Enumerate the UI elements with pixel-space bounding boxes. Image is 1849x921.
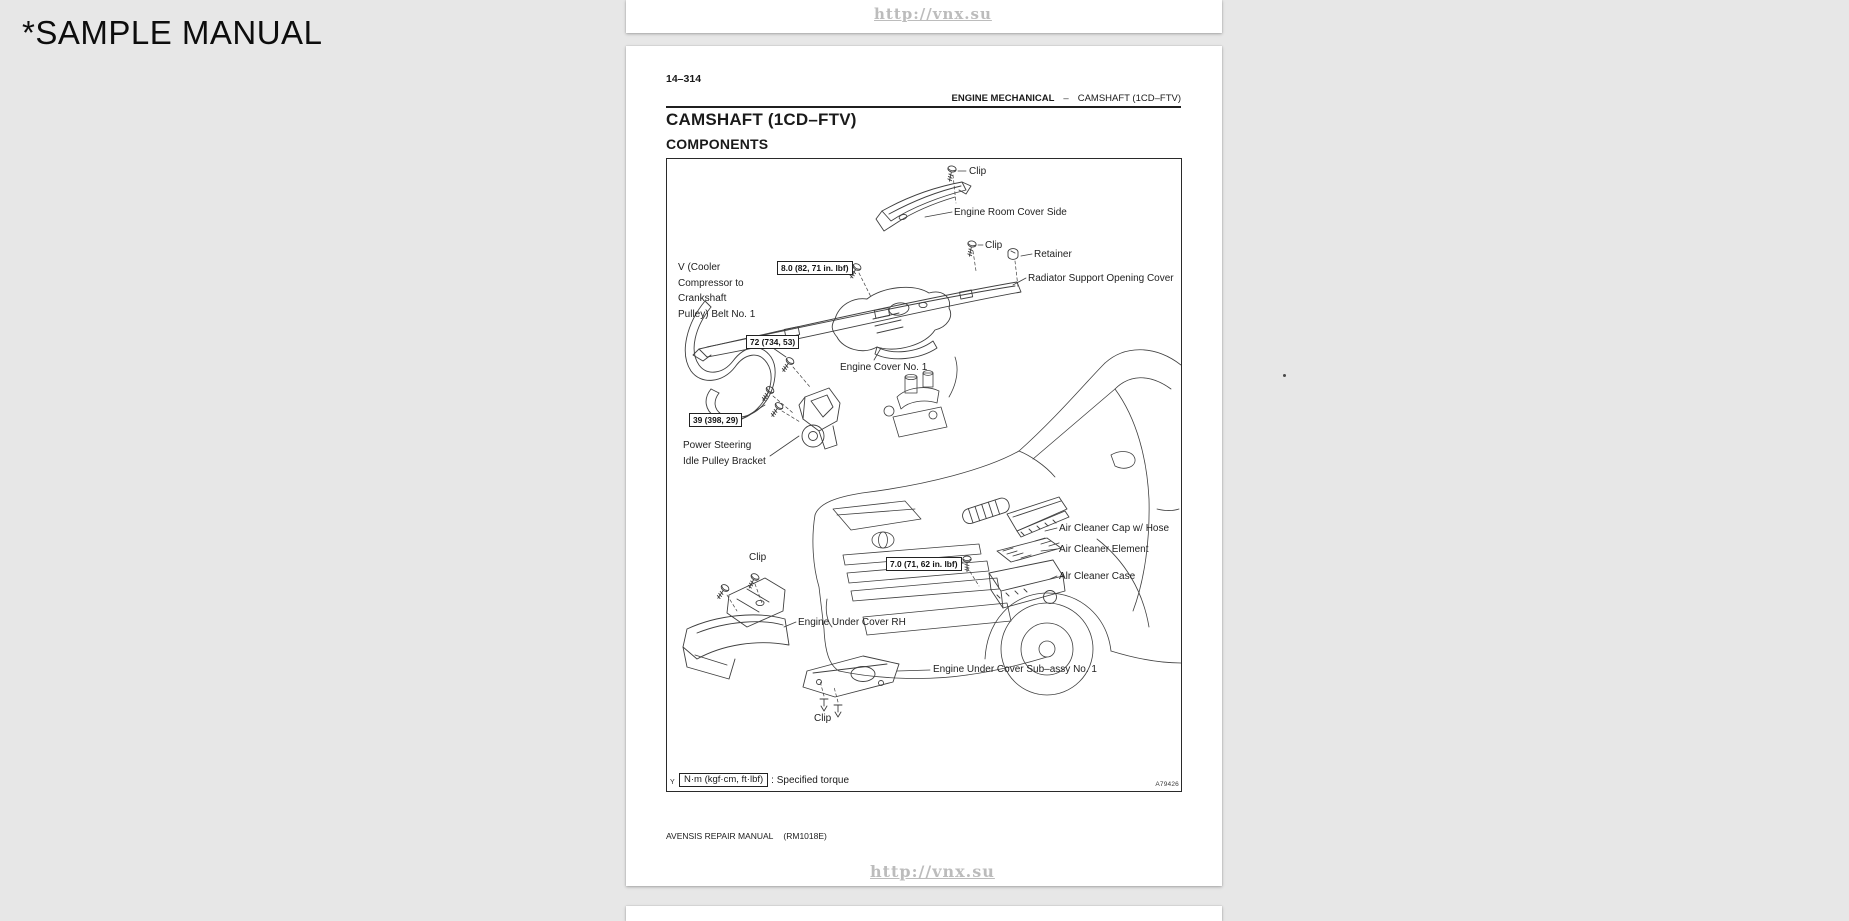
label-engine-under-cover-rh: Engine Under Cover RH: [798, 617, 906, 628]
label-v-belt-line3: Crankshaft: [678, 293, 727, 304]
torque-spec-bracket: 39 (398, 29): [689, 413, 742, 427]
figure-corner-mark: Y: [670, 779, 675, 786]
label-power-steering-line1: Power Steering: [683, 440, 752, 451]
torque-legend-text: : Specified torque: [771, 774, 849, 786]
next-page-top-edge: [626, 906, 1222, 921]
engine-under-cover-rh-drawing: [683, 578, 789, 679]
section-subtitle: COMPONENTS: [666, 136, 769, 152]
page-footer: [666, 831, 827, 841]
watermark-link-bottom[interactable]: http://vnx.su: [870, 862, 995, 881]
air-cleaner-cap-drawing: [961, 496, 1069, 537]
watermark-link-top[interactable]: http://vnx.su: [874, 5, 992, 23]
label-engine-room-cover-side: Engine Room Cover Side: [954, 207, 1067, 218]
dust-speck: [1283, 374, 1286, 377]
label-clip-bottom: Clip: [814, 713, 832, 724]
previous-page-bottom-edge: [626, 0, 1222, 33]
page-title: CAMSHAFT (1CD–FTV): [666, 110, 857, 129]
label-v-belt-line4: Pulley) Belt No. 1: [678, 308, 756, 320]
label-engine-cover-no1: Engine Cover No. 1: [840, 362, 928, 373]
torque-spec-engine-cover: 8.0 (82, 71 in. lbf): [777, 261, 853, 275]
running-header-section: ENGINE MECHANICAL: [951, 93, 1055, 104]
retainer-icon: [1008, 249, 1018, 260]
label-radiator-support-opening-cover: Radiator Support Opening Cover: [1028, 273, 1174, 284]
label-air-cleaner-element: Air Cleaner Element: [1059, 544, 1149, 555]
running-header-topic: CAMSHAFT (1CD–FTV): [1077, 93, 1181, 104]
torque-spec-belt-pulley: 72 (734, 53): [746, 335, 799, 349]
components-figure: [666, 158, 1182, 792]
running-header: [952, 93, 1182, 104]
label-air-cleaner-cap: Air Cleaner Cap w/ Hose: [1059, 523, 1170, 534]
engine-under-cover-subassy-drawing: [803, 656, 899, 697]
header-rule: [666, 106, 1181, 108]
figure-id: A79426: [1155, 781, 1179, 788]
power-steering-bracket-drawing: [799, 388, 840, 449]
torque-legend: [679, 773, 849, 787]
label-v-belt-line2: Compressor to: [678, 277, 744, 289]
label-clip-top: Clip: [969, 166, 987, 177]
sample-manual-banner: *SAMPLE MANUAL: [22, 14, 323, 51]
air-cleaner-case-drawing: [989, 560, 1065, 608]
label-clip-under-cover: Clip: [749, 552, 767, 563]
label-power-steering-line2: Idle Pulley Bracket: [683, 455, 766, 467]
screw-icon: [714, 165, 976, 600]
exploded-diagram-line-art: [667, 159, 1181, 791]
label-v-belt-line1: V (Cooler: [678, 262, 721, 273]
label-clip-radiator: Clip: [985, 240, 1003, 251]
leader-lines: [742, 171, 1057, 671]
footer-manual-code: (RM1018E): [783, 831, 827, 841]
running-header-dash: –: [1063, 93, 1069, 104]
footer-manual-name: AVENSIS REPAIR MANUAL: [666, 831, 774, 841]
torque-legend-unit-box: N·m (kgf·cm, ft·lbf): [679, 773, 768, 787]
label-retainer: Retainer: [1034, 249, 1072, 260]
label-engine-under-cover-subassy: Engine Under Cover Sub–assy No. 1: [933, 664, 1097, 675]
page-number: 14–314: [666, 73, 702, 85]
torque-spec-air-cleaner: 7.0 (71, 62 in. lbf): [886, 557, 962, 571]
label-air-cleaner-case: Alr Cleaner Case: [1059, 571, 1136, 582]
manual-page: [626, 46, 1222, 886]
label-v-belt: [678, 260, 755, 322]
label-power-steering-bracket: [683, 438, 766, 469]
